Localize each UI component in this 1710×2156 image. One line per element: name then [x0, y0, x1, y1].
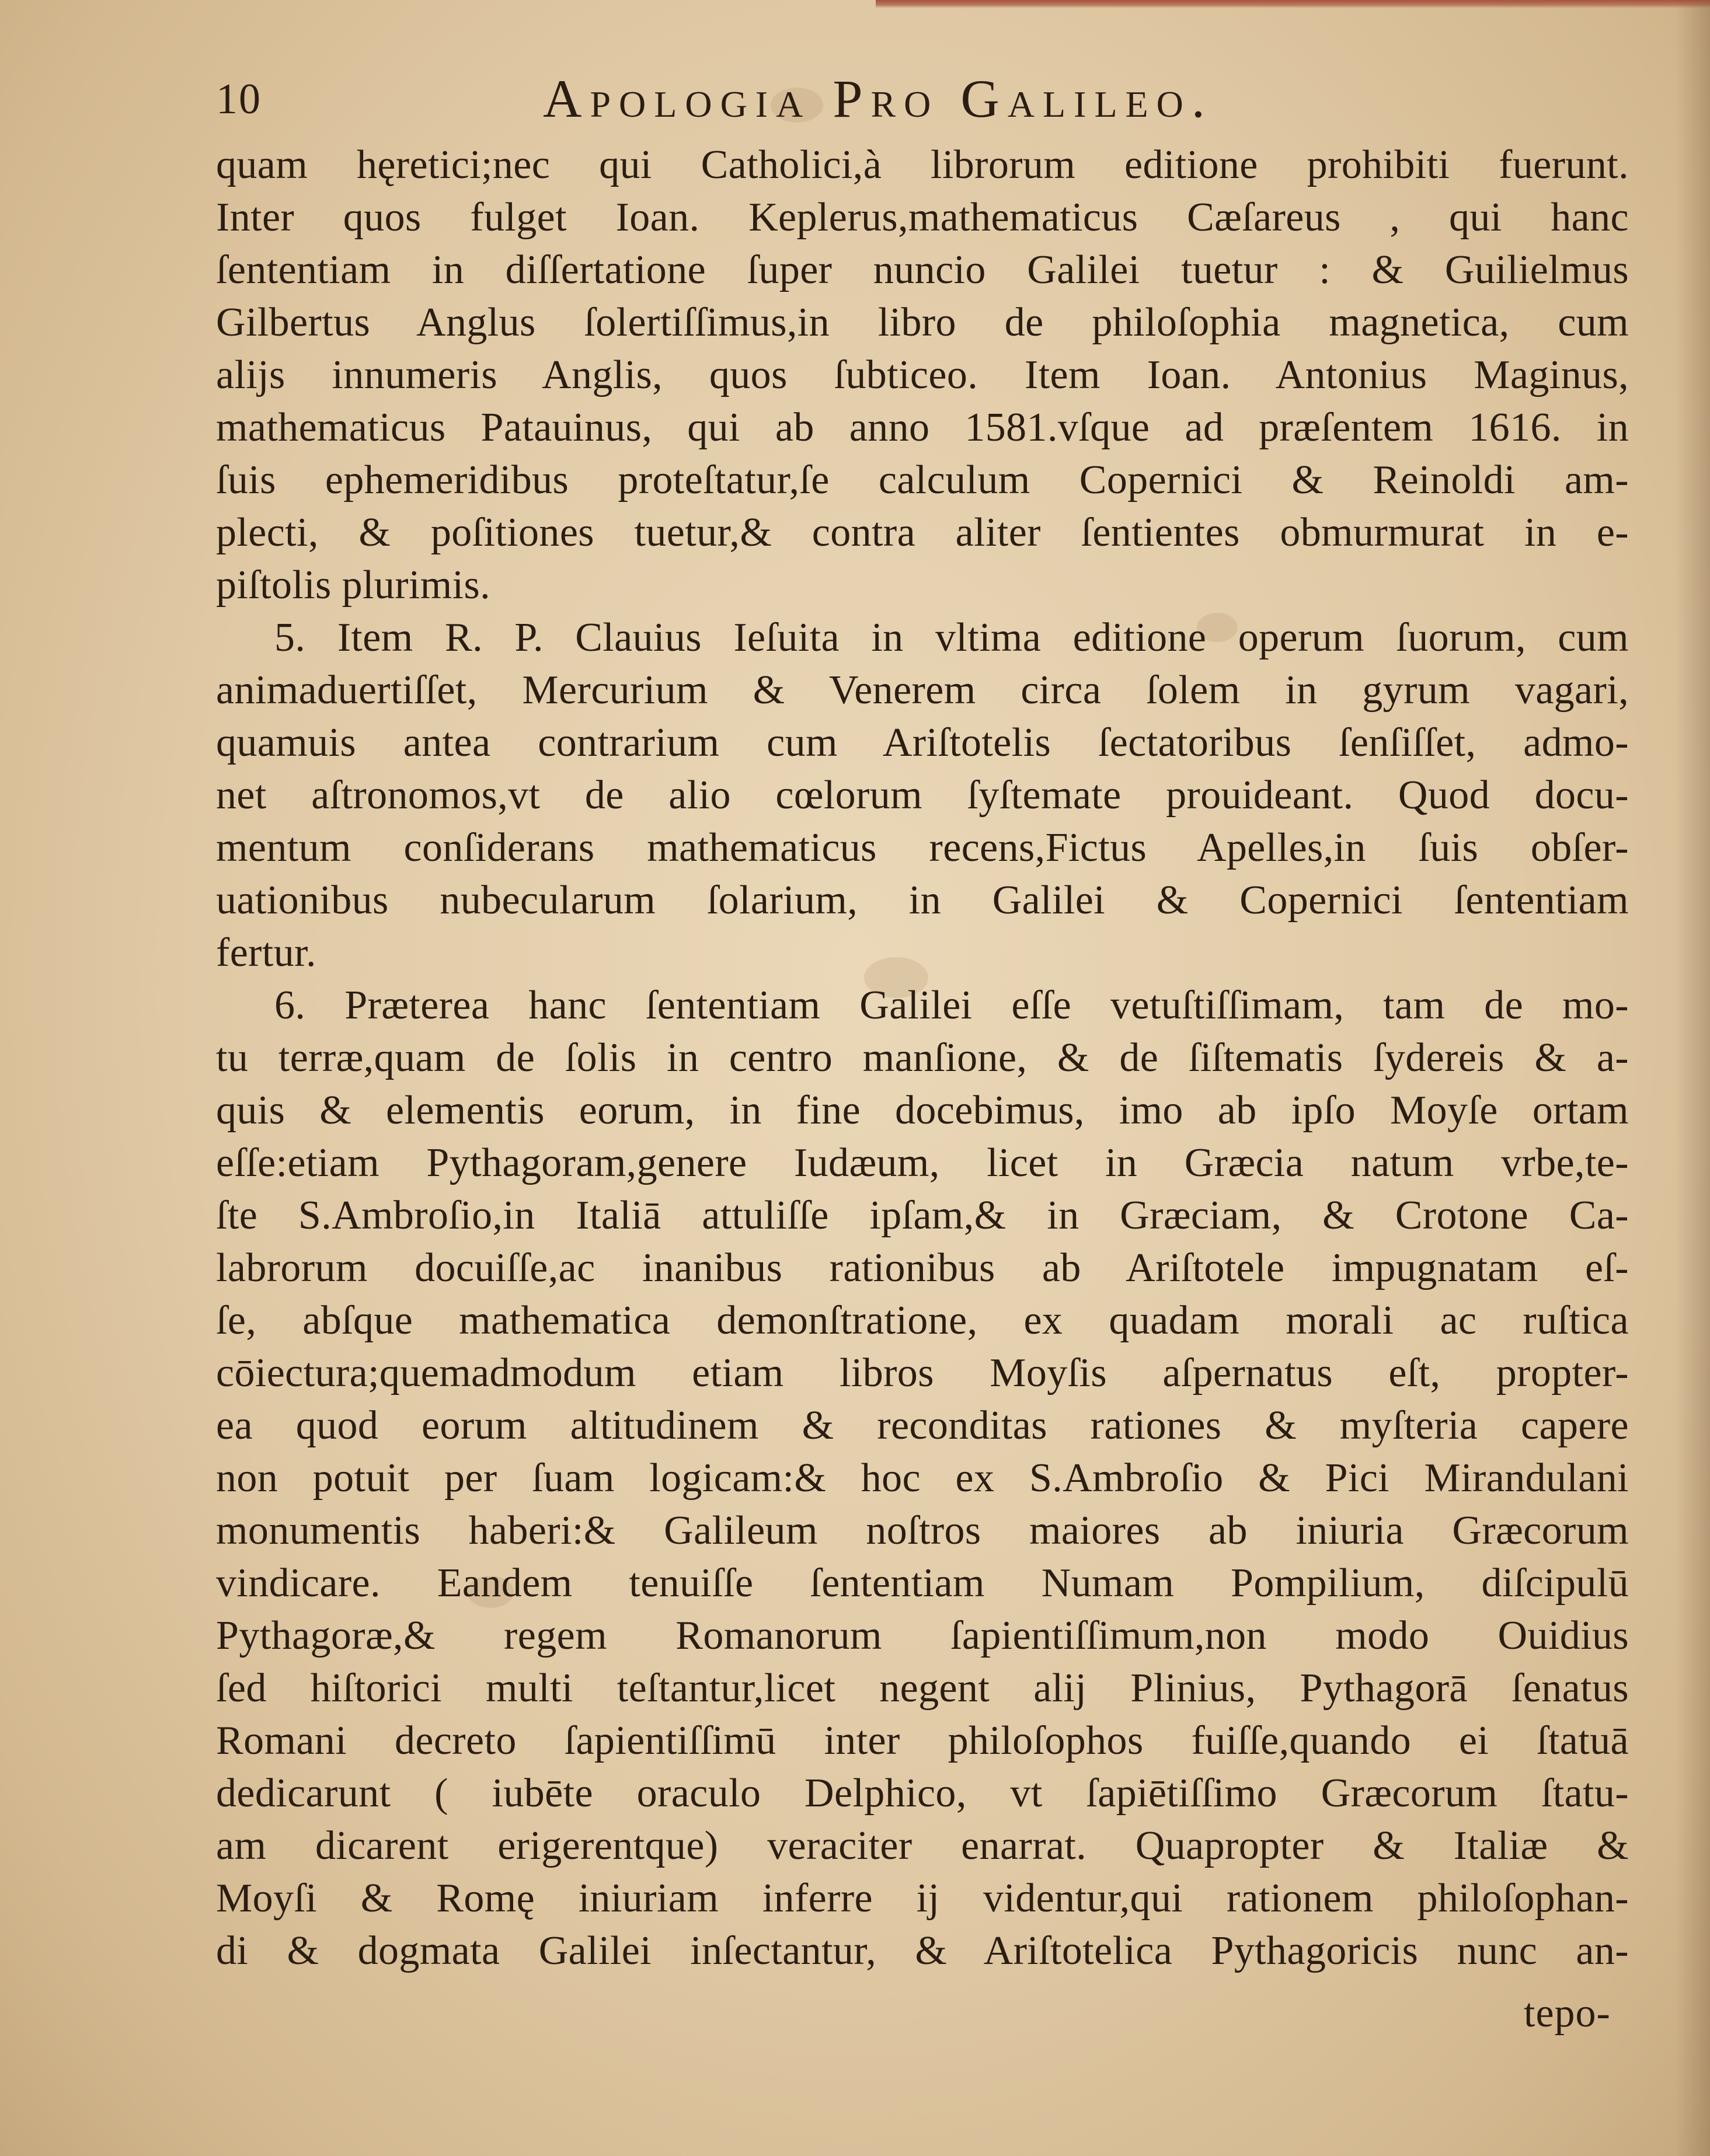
page-gutter-shadow: [1675, 0, 1710, 2156]
page-top-edge: [876, 0, 1710, 8]
text-line: ſuis ephemeridibus proteſtatur,ſe calculum Copernici & Reinoldi am-: [216, 458, 1629, 503]
paragraph-start-line: 6. Præterea hanc ſententiam Galilei eſſe vetuſtiſſimam, tam de mo-: [274, 983, 1629, 1028]
text-line: fertur.: [216, 930, 316, 975]
text-line: eſſe:etiam Pythagoram,genere Iudæum, licet in Græcia natum vrbe,te-: [216, 1140, 1629, 1185]
text-line: ſe, abſque mathematica demonſtratione, ex quadam morali ac ruſtica: [216, 1298, 1629, 1343]
text-line: di & dogmata Galilei inſectantur, & Ariſtotelica Pythagoricis nunc an-: [216, 1928, 1629, 1973]
body-text: [216, 139, 1629, 1977]
text-line: uationibus nubecularum ſolarium, in Galilei & Copernici ſententiam: [216, 878, 1629, 923]
text-line: alijs innumeris Anglis, quos ſubticeo. Item Ioan. Antonius Maginus,: [216, 353, 1629, 397]
text-line: Pythagoræ,& regem Romanorum ſapientiſſimum,non modo Ouidius: [216, 1613, 1629, 1658]
catchword: tepo-: [1524, 1991, 1611, 2036]
text-line: piſtolis plurimis.: [216, 563, 491, 608]
text-line: quamuis antea contrarium cum Ariſtotelis ſectatoribus ſenſiſſet, admo-: [216, 720, 1629, 765]
text-line: Inter quos fulget Ioan. Keplerus,mathematicus Cæſareus , qui hanc: [216, 195, 1629, 240]
text-line: plecti, & poſitiones tuetur,& contra aliter ſentientes obmurmurat in e-: [216, 510, 1629, 555]
text-line: net aſtronomos,vt de alio cœlorum ſyſtemate prouideant. Quod docu-: [216, 773, 1629, 818]
text-line: quis & elementis eorum, in fine docebimus, imo ab ipſo Moyſe ortam: [216, 1088, 1629, 1133]
text-line: Romani decreto ſapientiſſimū inter philoſophos fuiſſe,quando ei ſtatuā: [216, 1718, 1629, 1763]
text-line: ſententiam in diſſertatione ſuper nuncio Galilei tuetur : & Guilielmus: [216, 247, 1629, 292]
running-title: Apologia Pro Galileo.: [543, 69, 1213, 128]
page-header: [216, 63, 1617, 127]
text-line: non potuit per ſuam logicam:& hoc ex S.Ambroſio & Pici Mirandulani: [216, 1456, 1629, 1501]
text-line: ſed hiſtorici multi teſtantur,licet negent alij Plinius, Pythagorā ſenatus: [216, 1666, 1629, 1711]
text-line: am dicarent erigerentque) veraciter enarrat. Quapropter & Italiæ &: [216, 1823, 1629, 1868]
text-line: Gilbertus Anglus ſolertiſſimus,in libro de philoſophia magnetica, cum: [216, 300, 1629, 345]
text-line: mentum conſiderans mathematicus recens,Fictus Apelles,in ſuis obſer-: [216, 825, 1629, 870]
text-line: ea quod eorum altitudinem & reconditas rationes & myſteria capere: [216, 1403, 1629, 1448]
text-line: tu terræ,quam de ſolis in centro manſione, & de ſiſtematis ſydereis & a-: [216, 1035, 1629, 1080]
text-line: vindicare. Eandem tenuiſſe ſententiam Numam Pompilium, diſcipulū: [216, 1561, 1629, 1606]
text-line: ſte S.Ambroſio,in Italiā attuliſſe ipſam,& in Græciam, & Crotone Ca-: [216, 1193, 1629, 1238]
text-line: quam hęretici;nec qui Catholici,à librorum editione prohibiti fuerunt.: [216, 142, 1629, 187]
text-line: mathematicus Patauinus, qui ab anno 1581.vſque ad præſentem 1616. in: [216, 405, 1629, 450]
text-line: monumentis haberi:& Galileum noſtros maiores ab iniuria Græcorum: [216, 1508, 1629, 1553]
text-line: Moyſi & Romę iniuriam inferre ij videntur,qui rationem philoſophan-: [216, 1876, 1629, 1921]
text-line: dedicarunt ( iubēte oraculo Delphico, vt ſapiētiſſimo Græcorum ſtatu-: [216, 1771, 1629, 1816]
text-line: cōiectura;quemadmodum etiam libros Moyſis aſpernatus eſt, propter-: [216, 1351, 1629, 1396]
text-line: animaduertiſſet, Mercurium & Venerem circa ſolem in gyrum vagari,: [216, 668, 1629, 713]
text-line: labrorum docuiſſe,ac inanibus rationibus ab Ariſtotele impugnatam eſ-: [216, 1246, 1629, 1290]
paragraph-start-line: 5. Item R. P. Clauius Ieſuita in vltima editione operum ſuorum, cum: [274, 615, 1629, 660]
page-number: 10: [216, 75, 262, 123]
